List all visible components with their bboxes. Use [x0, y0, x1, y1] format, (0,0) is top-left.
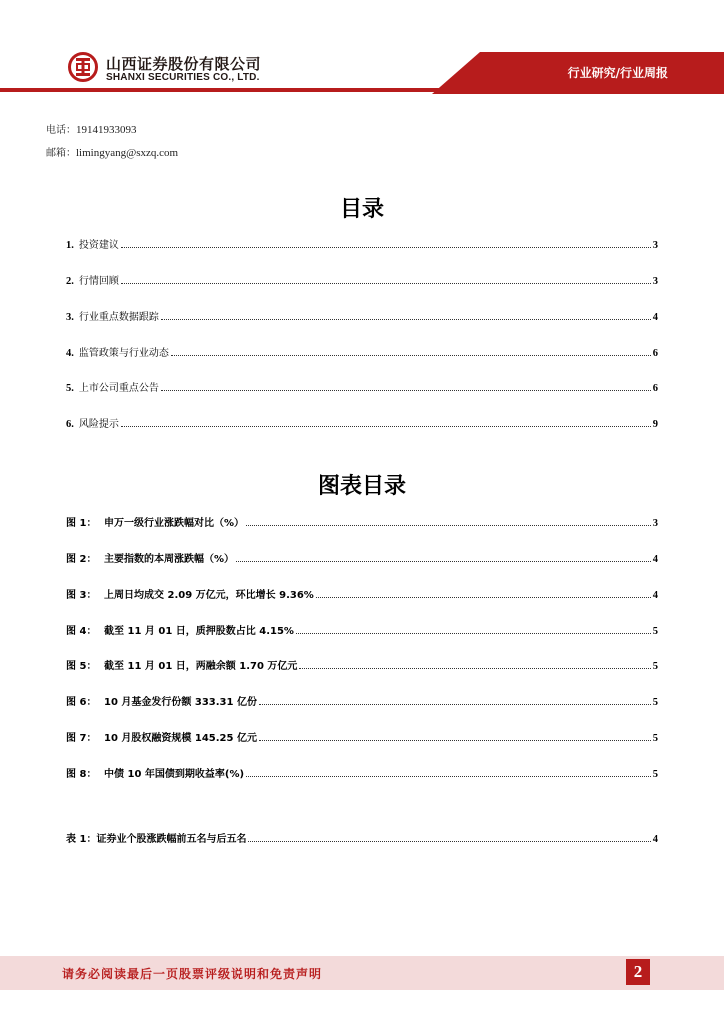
contact-email [46, 144, 178, 159]
dot-leader [296, 633, 651, 634]
dot-leader [236, 561, 651, 562]
dot-leader [161, 390, 651, 391]
phone-value: 19141933093 [76, 124, 137, 136]
footer-disclaimer: 请务必阅读最后一页股票评级说明和免责声明 [62, 967, 323, 981]
figures-title: 图表目录 [317, 474, 406, 499]
figure-item[interactable]: 图 1： 申万一级行业涨跌幅对比（%） 3 [66, 518, 658, 529]
toc-item[interactable]: 6. 风险提示 9 [66, 419, 658, 430]
page-number: 2 [626, 959, 650, 985]
toc-item[interactable]: 1. 投资建议 3 [66, 240, 658, 251]
dot-leader [161, 319, 651, 320]
dot-leader [259, 740, 651, 741]
contact-phone [46, 121, 137, 136]
figure-item[interactable]: 图 6： 10 月基金发行份额 333.31 亿份 5 [66, 697, 658, 708]
dot-leader [121, 247, 651, 248]
figure-item[interactable]: 图 3： 上周日均成交 2.09 万亿元，环比增长 9.36% 4 [66, 590, 658, 601]
dot-leader [248, 841, 650, 842]
report-category: 行业研究/行业周报 [567, 66, 668, 80]
phone-label: 电话： [46, 125, 76, 136]
dot-leader [171, 355, 651, 356]
figure-item[interactable]: 图 7： 10 月股权融资规模 145.25 亿元 5 [66, 733, 658, 744]
figure-item[interactable]: 图 5： 截至 11 月 01 日，两融余额 1.70 万亿元 5 [66, 661, 658, 672]
figure-item[interactable]: 图 2： 主要指数的本周涨跌幅（%） 4 [66, 554, 658, 565]
toc-item[interactable]: 2. 行情回顾 3 [66, 276, 658, 287]
toc-title: 目录 [339, 197, 384, 222]
figure-item[interactable]: 图 4： 截至 11 月 01 日，质押股数占比 4.15% 5 [66, 626, 658, 637]
company-name-cn: 山西证券股份有限公司 [106, 55, 262, 73]
toc-item[interactable]: 5. 上市公司重点公告 6 [66, 383, 658, 394]
dot-leader [299, 668, 650, 669]
page-header [0, 0, 724, 100]
figure-item[interactable]: 图 8： 中债 10 年国债到期收益率(%) 5 [66, 769, 658, 780]
email-label: 邮箱： [46, 148, 76, 159]
dot-leader [246, 525, 651, 526]
dot-leader [259, 704, 651, 705]
dot-leader [316, 597, 651, 598]
dot-leader [246, 776, 651, 777]
table-item[interactable]: 表 1： 证券业个股涨跌幅前五名与后五名 4 [66, 834, 658, 845]
dot-leader [121, 283, 651, 284]
email-value[interactable]: limingyang@sxzq.com [76, 147, 179, 159]
toc-item[interactable]: 4. 监管政策与行业动态 6 [66, 348, 658, 359]
dot-leader [121, 426, 651, 427]
company-name-en: SHANXI SECURITIES CO., LTD. [106, 72, 260, 83]
toc-item[interactable]: 3. 行业重点数据跟踪 4 [66, 312, 658, 323]
